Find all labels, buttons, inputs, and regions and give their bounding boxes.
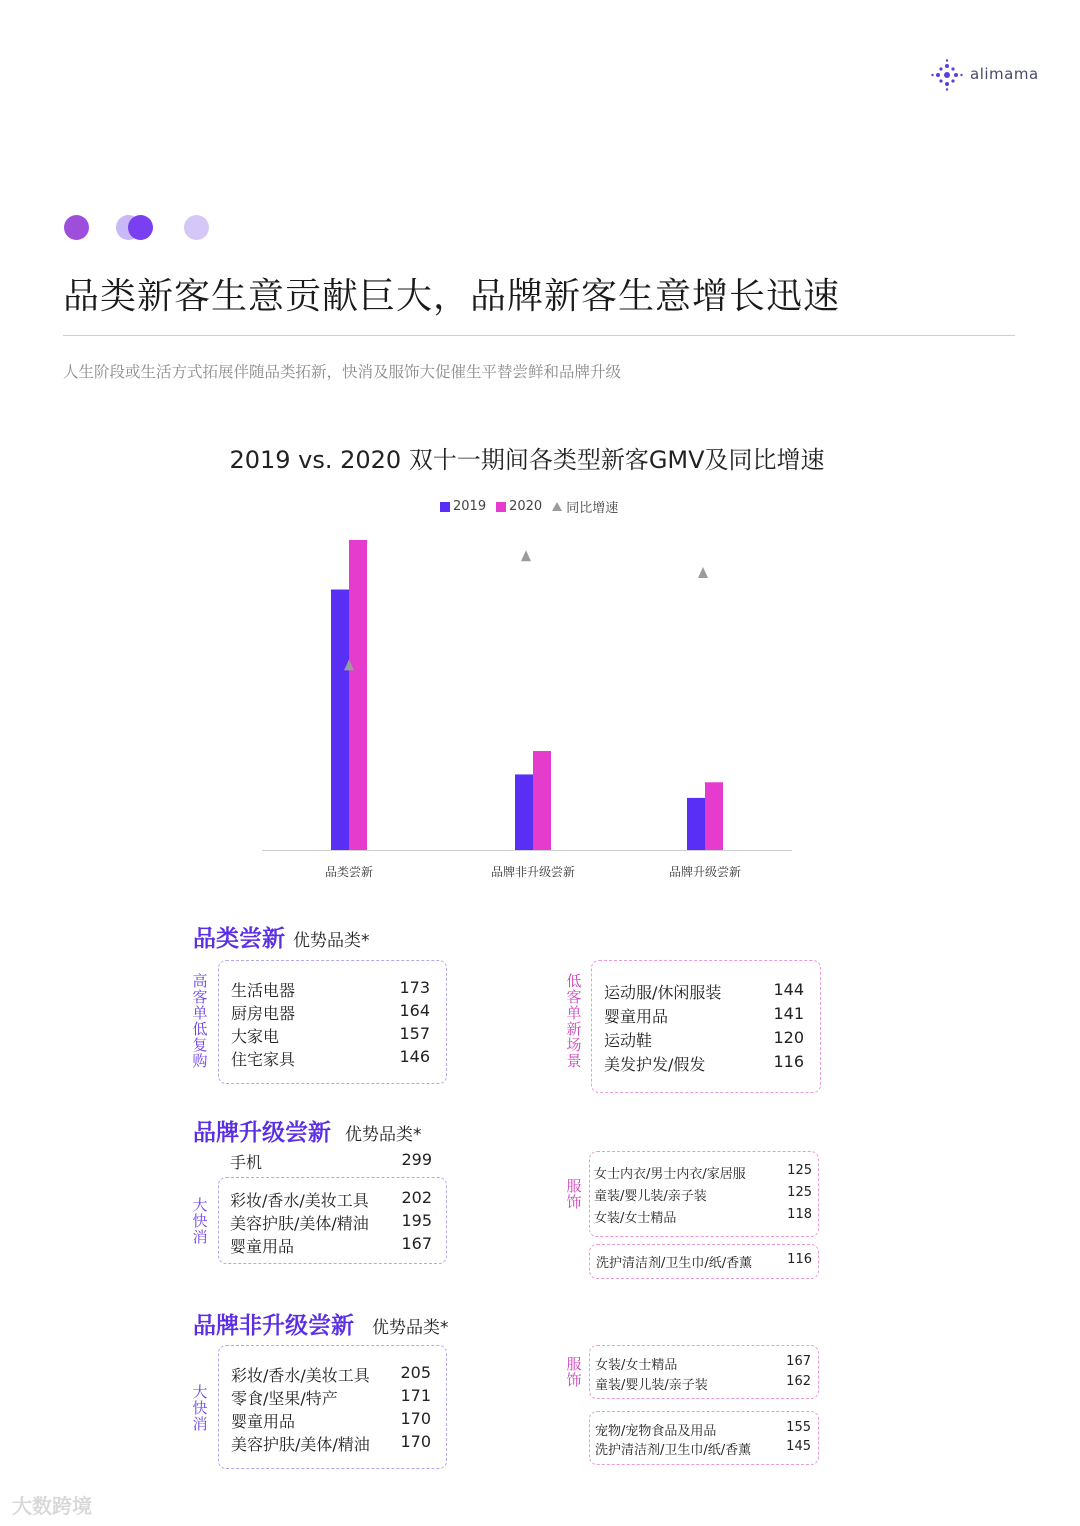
list-item-name: 手机 xyxy=(230,1153,263,1172)
x-tick-label: 品牌升级尝新 xyxy=(668,865,742,879)
section-title-category xyxy=(193,920,370,953)
list-item-value: 171 xyxy=(400,1386,431,1405)
list-item-value: 146 xyxy=(399,1047,430,1066)
list-item-name: 宠物/宠物食品及用品 xyxy=(595,1424,717,1439)
list-item-name: 婴童用品 xyxy=(231,1412,296,1431)
section-subtitle: 优势品类* xyxy=(372,1318,449,1338)
list-item-value: 167 xyxy=(786,1354,811,1369)
list-item-name: 童装/婴儿装/亲子装 xyxy=(595,1378,708,1393)
legend-label: 2020 xyxy=(509,499,543,514)
list-item-name: 女装/女士精品 xyxy=(594,1211,677,1226)
list-item-name: 彩妆/香水/美妆工具 xyxy=(230,1191,369,1210)
section-title-brand-non-upgrade xyxy=(193,1307,449,1340)
list-item-name: 彩妆/香水/美妆工具 xyxy=(231,1366,370,1385)
list-item-value: 144 xyxy=(773,980,804,999)
list-item-value: 157 xyxy=(399,1024,430,1043)
list-item-value: 116 xyxy=(773,1052,804,1071)
section-title-brand-upgrade xyxy=(193,1114,422,1147)
group-label: 低客单新场景 xyxy=(566,972,582,1070)
page-title: 品类新客生意贡献巨大，品牌新客生意增长迅速 xyxy=(63,276,841,317)
list-item-value: 164 xyxy=(399,1001,430,1020)
legend-label: 同比增速 xyxy=(566,501,619,516)
bar-2020 xyxy=(349,540,367,850)
section-subtitle: 优势品类* xyxy=(345,1125,422,1145)
x-tick-label: 品牌非升级尝新 xyxy=(490,865,576,879)
group-label: 大快消 xyxy=(192,1383,208,1433)
list-item-value: 173 xyxy=(399,978,430,997)
group-label: 服饰 xyxy=(566,1355,582,1389)
list-item-value: 162 xyxy=(786,1374,811,1389)
chart-title: 2019 vs. 2020 双十一期间各类型新客GMV及同比增速 xyxy=(229,446,825,474)
section-title-text: 品牌升级尝新 xyxy=(193,1120,331,1146)
list-item-name: 零食/坚果/特产 xyxy=(231,1389,338,1408)
list-item-name: 女士内衣/男士内衣/家居服 xyxy=(594,1167,746,1182)
list-item-value: 195 xyxy=(401,1211,432,1230)
list-item-name: 大家电 xyxy=(231,1027,280,1046)
group-label: 服饰 xyxy=(566,1177,582,1211)
list-item-name: 洗护清洁剂/卫生巾/纸/香薰 xyxy=(595,1443,752,1458)
list-item-value: 170 xyxy=(400,1409,431,1428)
list-item-name: 女装/女士精品 xyxy=(595,1358,678,1373)
list-item-value: 125 xyxy=(787,1185,812,1200)
list-item-name: 运动鞋 xyxy=(604,1031,653,1050)
list-item-name: 美容护肤/美体/精油 xyxy=(231,1435,370,1454)
section-title-text: 品类尝新 xyxy=(193,926,285,952)
list-item-value: 120 xyxy=(773,1028,804,1047)
list-item-name: 住宅家具 xyxy=(231,1050,296,1069)
list-item-value: 145 xyxy=(786,1439,811,1454)
list-item-name: 厨房电器 xyxy=(231,1004,296,1023)
list-item-name: 婴童用品 xyxy=(230,1237,295,1256)
list-item-value: 141 xyxy=(773,1004,804,1023)
logo-text: alimama xyxy=(970,65,1039,83)
list-item-value: 125 xyxy=(787,1163,812,1178)
list-item-name: 运动服/休闲服装 xyxy=(604,983,722,1002)
list-item-name: 洗护清洁剂/卫生巾/纸/香薰 xyxy=(596,1256,753,1271)
watermark: 大数跨境 xyxy=(12,1494,92,1518)
list-item-value: 118 xyxy=(787,1207,812,1222)
list-item-value: 202 xyxy=(401,1188,432,1207)
bar-2019 xyxy=(331,589,349,850)
x-tick-label: 品类尝新 xyxy=(324,865,374,879)
list-item-name: 婴童用品 xyxy=(604,1007,669,1026)
growth-marker xyxy=(521,550,531,561)
group-label: 高客单低复购 xyxy=(192,972,208,1070)
group-label: 大快消 xyxy=(192,1196,208,1246)
list-item-value: 155 xyxy=(786,1420,811,1435)
section-subtitle: 优势品类* xyxy=(293,931,370,951)
bar-2020 xyxy=(705,782,723,850)
growth-marker xyxy=(698,567,708,578)
list-item-value: 205 xyxy=(400,1363,431,1382)
list-item-name: 美发护发/假发 xyxy=(604,1055,706,1074)
section-title-text: 品牌非升级尝新 xyxy=(193,1313,354,1339)
legend-label: 2019 xyxy=(453,499,487,514)
bar-2020 xyxy=(533,751,551,850)
list-item-name: 美容护肤/美体/精油 xyxy=(230,1214,369,1233)
list-item-value: 116 xyxy=(787,1252,812,1267)
bar-2019 xyxy=(687,798,705,850)
bar-2019 xyxy=(515,774,533,850)
list-item-name: 童装/婴儿装/亲子装 xyxy=(594,1189,707,1204)
page-subtitle: 人生阶段或生活方式拓展伴随品类拓新，快消及服饰大促催生平替尝鲜和品牌升级 xyxy=(63,363,622,381)
list-item-value: 299 xyxy=(401,1150,432,1169)
list-item-value: 167 xyxy=(401,1234,432,1253)
list-item-name: 生活电器 xyxy=(231,981,296,1000)
list-item-value: 170 xyxy=(400,1432,431,1451)
